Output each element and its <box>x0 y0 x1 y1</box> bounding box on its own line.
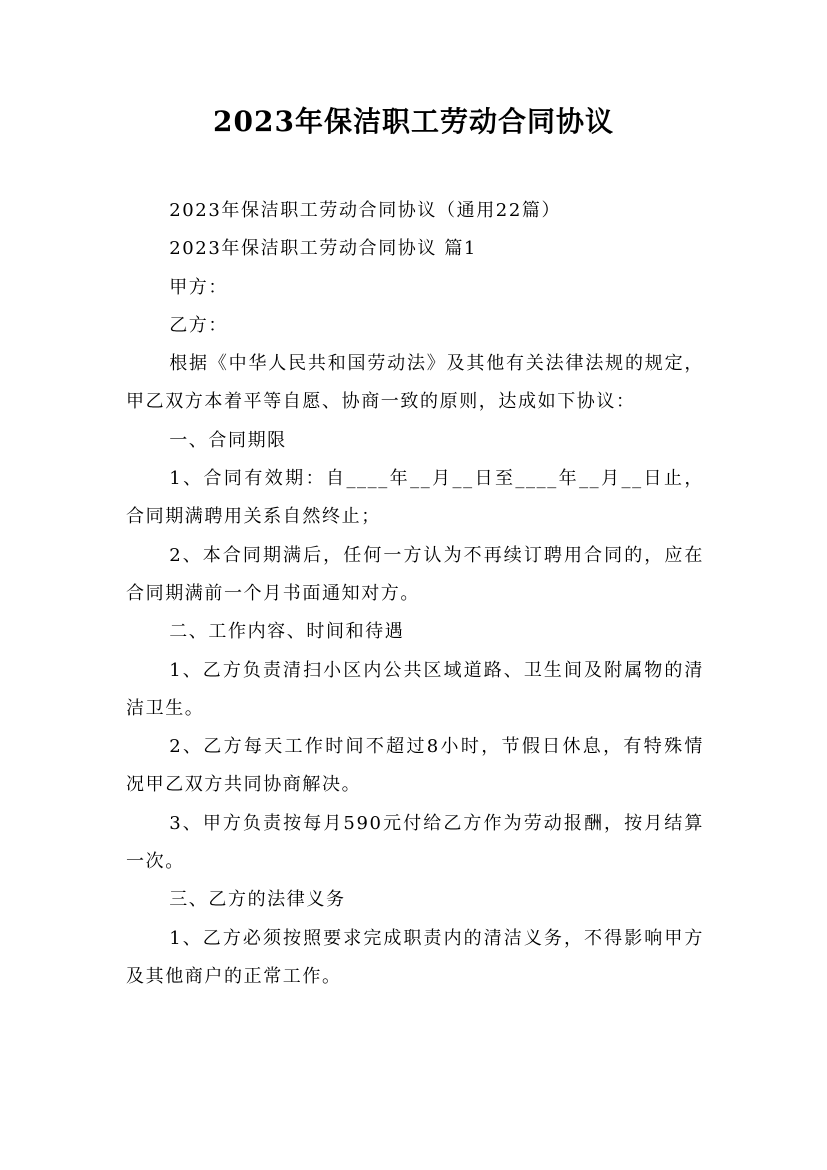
paragraph-obligation-1: 1、乙方必须按照要求完成职责内的清洁义务，不得影响甲方及其他商户的正常工作。 <box>126 927 704 987</box>
document-body <box>126 192 704 996</box>
paragraph-work-2: 2、乙方每天工作时间不超过8小时，节假日休息，有特殊情况甲乙双方共同协商解决。 <box>126 736 704 796</box>
paragraph-party-b: 乙方： <box>169 314 228 336</box>
paragraph-preamble: 根据《中华人民共和国劳动法》及其他有关法律法规的规定，甲乙双方本着平等自愿、协商一致的原则，达成如下协议： <box>126 353 704 413</box>
paragraph-party-a: 甲方： <box>169 276 228 298</box>
document-title: 2023年保洁职工劳动合同协议 <box>213 105 614 138</box>
paragraph-work-1: 1、乙方负责清扫小区内公共区域道路、卫生间及附属物的清洁卫生。 <box>126 659 704 719</box>
paragraph-subtitle: 2023年保洁职工劳动合同协议（通用22篇） <box>169 200 562 221</box>
paragraph-section-heading: 2023年保洁职工劳动合同协议 篇1 <box>169 238 477 260</box>
paragraph-heading-obligations: 三、乙方的法律义务 <box>169 889 346 911</box>
paragraph-term-1: 1、合同有效期：自____年__月__日至____年__月__日止，合同期满聘用关系自然终止； <box>126 468 704 528</box>
paragraph-work-3: 3、甲方负责按每月590元付给乙方作为劳动报酬，按月结算一次。 <box>126 812 704 873</box>
paragraph-term-2: 2、本合同期满后，任何一方认为不再续订聘用合同的，应在合同期满前一个月书面通知对方。 <box>126 544 704 604</box>
paragraph-heading-work-content: 二、工作内容、时间和待遇 <box>169 621 405 643</box>
paragraph-heading-contract-term: 一、合同期限 <box>169 429 287 451</box>
